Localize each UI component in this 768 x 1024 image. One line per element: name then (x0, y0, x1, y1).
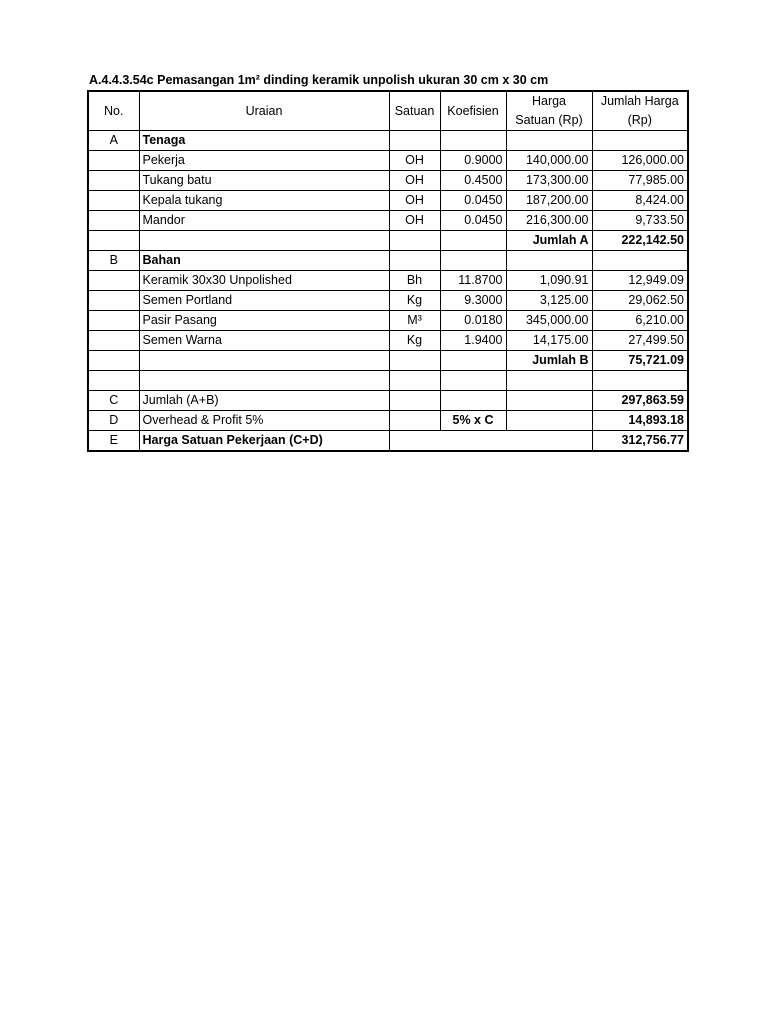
item-harga: 140,000.00 (506, 151, 592, 171)
item-satuan: OH (389, 171, 440, 191)
section-b-total-value: 75,721.09 (592, 351, 688, 371)
item-jumlah: 29,062.50 (592, 291, 688, 311)
item-koefisien: 9.3000 (440, 291, 506, 311)
section-b-row (88, 251, 688, 271)
item-koefisien: 1.9400 (440, 331, 506, 351)
header-satuan: Satuan (389, 91, 440, 131)
summary-e-label: Harga Satuan Pekerjaan (C+D) (139, 431, 389, 452)
item-uraian: Pekerja (139, 151, 389, 171)
summary-d-label: Overhead & Profit 5% (139, 411, 389, 431)
item-harga: 173,300.00 (506, 171, 592, 191)
spacer-row (88, 371, 688, 391)
item-koefisien: 0.0450 (440, 211, 506, 231)
summary-c-row (88, 391, 688, 411)
summary-d-koefisien: 5% x C (440, 411, 506, 431)
item-jumlah: 126,000.00 (592, 151, 688, 171)
item-koefisien: 11.8700 (440, 271, 506, 291)
section-a-label: Tenaga (139, 131, 389, 151)
header-no: No. (88, 91, 139, 131)
header-jumlah-line1: Jumlah Harga (592, 91, 688, 111)
item-harga: 216,300.00 (506, 211, 592, 231)
item-koefisien: 0.9000 (440, 151, 506, 171)
summary-c-label: Jumlah (A+B) (139, 391, 389, 411)
header-row-1 (88, 91, 688, 111)
item-satuan: OH (389, 191, 440, 211)
summary-c-value: 297,863.59 (592, 391, 688, 411)
section-b-code: B (88, 251, 139, 271)
item-satuan: Kg (389, 291, 440, 311)
section-a-code: A (88, 131, 139, 151)
item-uraian: Mandor (139, 211, 389, 231)
item-uraian: Keramik 30x30 Unpolished (139, 271, 389, 291)
summary-e-value: 312,756.77 (592, 431, 688, 452)
header-harga-line2: Satuan (Rp) (506, 111, 592, 131)
summary-d-value: 14,893.18 (592, 411, 688, 431)
section-a-row (88, 131, 688, 151)
item-satuan: M³ (389, 311, 440, 331)
section-a-total-row (88, 231, 688, 251)
item-uraian: Tukang batu (139, 171, 389, 191)
summary-d-row (88, 411, 688, 431)
table-row (88, 311, 688, 331)
summary-c-code: C (88, 391, 139, 411)
table-row (88, 331, 688, 351)
item-satuan: Kg (389, 331, 440, 351)
item-uraian: Pasir Pasang (139, 311, 389, 331)
item-uraian: Semen Portland (139, 291, 389, 311)
header-harga-line1: Harga (506, 91, 592, 111)
section-a-total-label: Jumlah A (506, 231, 592, 251)
table-row (88, 151, 688, 171)
summary-e-row (88, 431, 688, 452)
section-b-label: Bahan (139, 251, 389, 271)
item-jumlah: 77,985.00 (592, 171, 688, 191)
item-harga: 1,090.91 (506, 271, 592, 291)
cost-analysis-table (87, 90, 689, 452)
item-harga: 3,125.00 (506, 291, 592, 311)
item-satuan: OH (389, 151, 440, 171)
header-jumlah-line2: (Rp) (592, 111, 688, 131)
section-b-total-row (88, 351, 688, 371)
item-jumlah: 12,949.09 (592, 271, 688, 291)
summary-d-code: D (88, 411, 139, 431)
item-koefisien: 0.0180 (440, 311, 506, 331)
table-row (88, 211, 688, 231)
table-row (88, 271, 688, 291)
table-row (88, 191, 688, 211)
table-row (88, 291, 688, 311)
item-koefisien: 0.4500 (440, 171, 506, 191)
item-harga: 187,200.00 (506, 191, 592, 211)
item-jumlah: 27,499.50 (592, 331, 688, 351)
section-a-total-value: 222,142.50 (592, 231, 688, 251)
item-koefisien: 0.0450 (440, 191, 506, 211)
item-uraian: Kepala tukang (139, 191, 389, 211)
item-jumlah: 6,210.00 (592, 311, 688, 331)
table-row (88, 171, 688, 191)
item-jumlah: 8,424.00 (592, 191, 688, 211)
summary-e-code: E (88, 431, 139, 452)
item-harga: 345,000.00 (506, 311, 592, 331)
page-title: A.4.4.3.54c Pemasangan 1m² dinding keramik unpolish ukuran 30 cm x 30 cm (89, 73, 549, 87)
item-harga: 14,175.00 (506, 331, 592, 351)
item-satuan: OH (389, 211, 440, 231)
header-koefisien: Koefisien (440, 91, 506, 131)
item-jumlah: 9,733.50 (592, 211, 688, 231)
header-uraian: Uraian (139, 91, 389, 131)
section-b-total-label: Jumlah B (506, 351, 592, 371)
item-uraian: Semen Warna (139, 331, 389, 351)
item-satuan: Bh (389, 271, 440, 291)
